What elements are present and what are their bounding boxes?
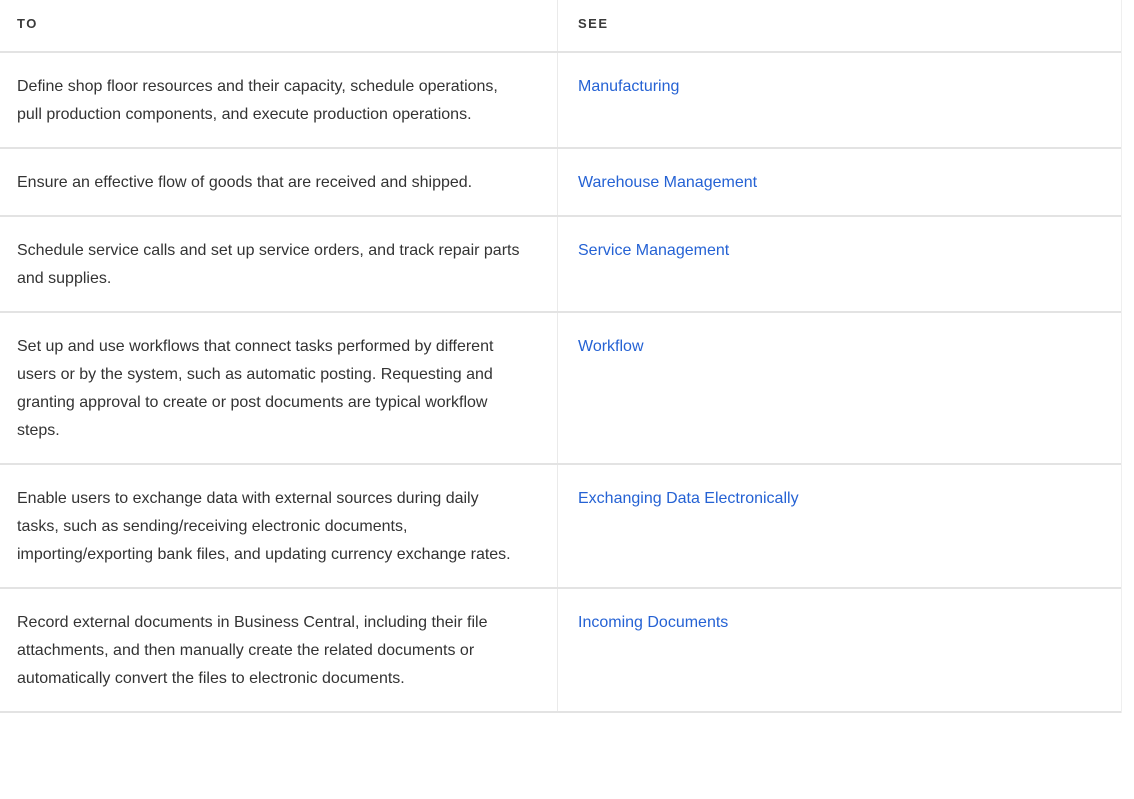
see-cell — [558, 149, 1121, 215]
see-cell — [558, 313, 1121, 463]
task-description: Enable users to exchange data with external sources during daily tasks, such as sending/receiving electronic documents, importing/exporting bank files, and updating currency exchange rates. — [0, 465, 558, 587]
see-cell — [558, 589, 1121, 711]
table-row — [0, 217, 1121, 313]
see-cell — [558, 53, 1121, 147]
table-row — [0, 53, 1121, 149]
table-header-row — [0, 0, 1121, 53]
see-link-service-management[interactable]: Service Management — [578, 242, 730, 259]
see-link-workflow[interactable]: Workflow — [578, 338, 644, 355]
task-description: Set up and use workflows that connect tasks performed by different users or by the system, such as automatic posting. Requesting and granting approval to create or post documents are typical workflow steps. — [0, 313, 558, 463]
see-link-exchanging-data-electronically[interactable]: Exchanging Data Electronically — [578, 490, 799, 507]
column-header-see: SEE — [578, 16, 609, 31]
task-description: Define shop floor resources and their capacity, schedule operations, pull production components, and execute production operations. — [0, 53, 558, 147]
column-header-to: TO — [0, 0, 558, 51]
see-cell — [558, 217, 1121, 311]
see-link-incoming-documents[interactable]: Incoming Documents — [578, 614, 729, 631]
table-row — [0, 313, 1121, 465]
see-link-warehouse-management[interactable]: Warehouse Management — [578, 174, 758, 191]
table-row — [0, 465, 1121, 589]
task-description: Schedule service calls and set up service orders, and track repair parts and supplies. — [0, 217, 558, 311]
see-cell — [558, 465, 1121, 587]
table-row — [0, 589, 1121, 713]
task-description: Ensure an effective flow of goods that are received and shipped. — [0, 149, 558, 215]
see-link-manufacturing[interactable]: Manufacturing — [578, 78, 680, 95]
task-description: Record external documents in Business Central, including their file attachments, and then manually create the related documents or automatically convert the files to electronic documents. — [0, 589, 558, 711]
table-row — [0, 149, 1121, 217]
